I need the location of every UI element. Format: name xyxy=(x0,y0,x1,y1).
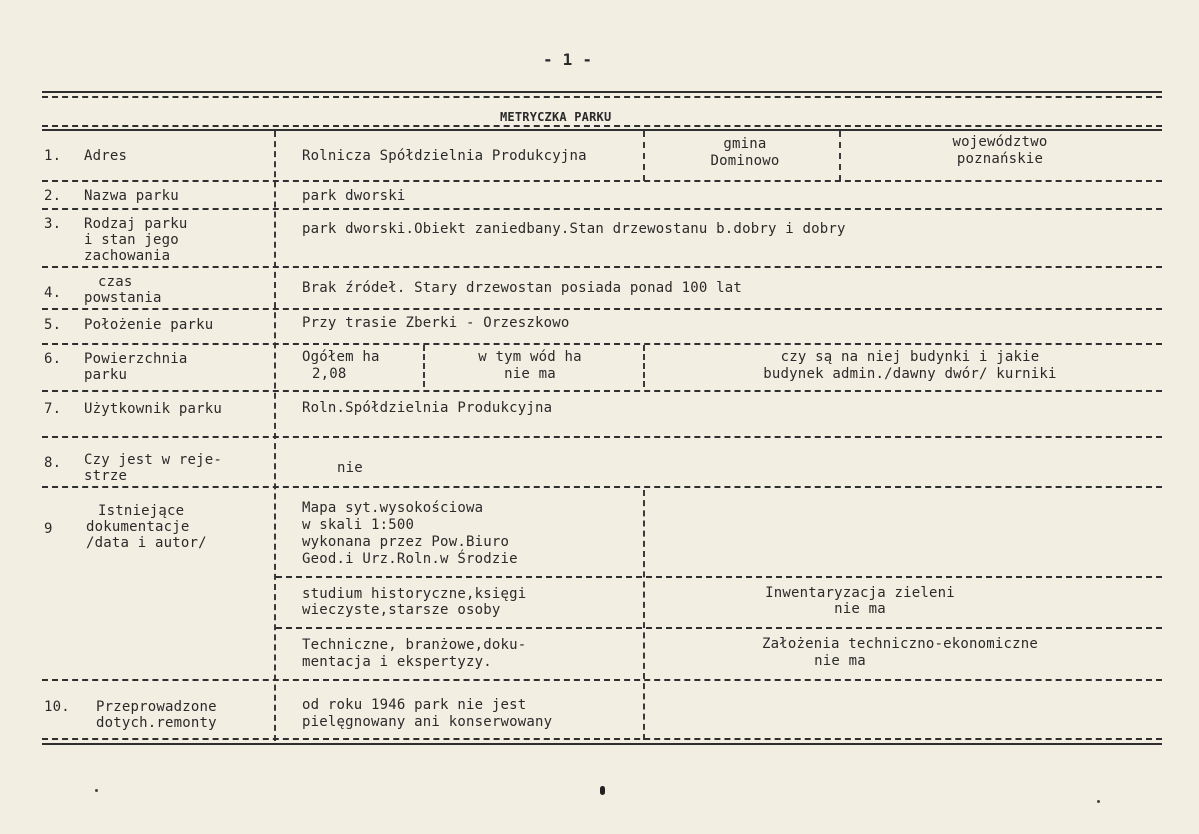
row8-num: 8. xyxy=(44,455,62,471)
gmina-value: Dominowo xyxy=(710,153,780,169)
row9-num: 9 xyxy=(44,521,53,537)
row8-value: nie xyxy=(337,460,363,476)
col-divider-gmina xyxy=(643,131,645,181)
row9-map-4: Geod.i Urz.Roln.w Środzie xyxy=(302,551,518,567)
row10-value-2: pielęgnowany ani konserwowany xyxy=(302,714,553,730)
row6-total-label: Ogółem ha xyxy=(302,349,380,365)
row1-label: Adres xyxy=(84,148,128,164)
row-sep xyxy=(42,486,1162,488)
row-sep xyxy=(42,436,1162,438)
row8-label-1: Czy jest w reje- xyxy=(84,452,223,468)
row9-label-1: Istniejące xyxy=(98,503,185,519)
row5-label: Położenie parku xyxy=(84,317,214,333)
row3-label-1: Rodzaj parku xyxy=(84,216,188,232)
row6-buildings-label: czy są na niej budynki i jakie xyxy=(780,349,1040,365)
bottom-rule xyxy=(42,743,1162,745)
col-divider-woj xyxy=(839,131,841,181)
row6-label-1: Powierzchnia xyxy=(84,351,188,367)
title-rule-solid xyxy=(42,129,1162,131)
row-sep xyxy=(42,308,1162,310)
row6-water-label: w tym wód ha xyxy=(478,349,582,365)
row6-total-value: 2,08 xyxy=(312,366,347,382)
row3-label-3: zachowania xyxy=(84,248,171,264)
row6-label-2: parku xyxy=(84,367,128,383)
col-divider-docs xyxy=(643,490,645,740)
col-divider-water xyxy=(423,345,425,387)
row6-buildings-value: budynek admin./dawny dwór/ kurniki xyxy=(763,366,1057,382)
row8-label-2: strze xyxy=(84,468,128,484)
woj-value: poznańskie xyxy=(956,151,1044,167)
ink-speck xyxy=(95,789,98,792)
row-sep xyxy=(42,343,1162,345)
row9-map-2: w skali 1:500 xyxy=(302,517,415,533)
bottom-rule-dashed xyxy=(42,738,1162,740)
row-sep xyxy=(42,266,1162,268)
row7-label: Użytkownik parku xyxy=(84,401,223,417)
document-title: METRYCZKA PARKU xyxy=(500,110,612,124)
row4-num: 4. xyxy=(44,285,62,301)
row9-inventory-2: nie ma xyxy=(834,601,886,617)
row9-label-2: dokumentacje xyxy=(86,519,190,535)
row-sep xyxy=(42,679,1162,681)
top-rule xyxy=(42,91,1162,93)
row9-map-3: wykonana przez Pow.Biuro xyxy=(302,534,510,550)
row6-num: 6. xyxy=(44,351,62,367)
row2-value: park dworski xyxy=(302,188,406,204)
row9-tech-1: Techniczne, branżowe,doku- xyxy=(302,637,527,653)
row10-value-1: od roku 1946 park nie jest xyxy=(302,697,527,713)
title-rule xyxy=(42,125,1162,127)
row4-value: Brak źródeł. Stary drzewostan posiada ponad 100 lat xyxy=(302,280,743,296)
row1-num: 1. xyxy=(44,148,62,164)
row-sep xyxy=(42,180,1162,182)
page-number: - 1 - xyxy=(543,50,593,69)
row9-inventory-1: Inwentaryzacja zieleni xyxy=(765,585,955,601)
row9-sep-2 xyxy=(276,627,1162,629)
row3-label-2: i stan jego xyxy=(84,232,179,248)
row9-hist-2: wieczyste,starsze osoby xyxy=(302,602,501,618)
row9-hist-1: studium historyczne,księgi xyxy=(302,586,527,602)
row9-econ-2: nie ma xyxy=(814,653,866,669)
row3-num: 3. xyxy=(44,216,62,232)
row9-label-3: /data i autor/ xyxy=(86,535,207,551)
row6-water-value: nie ma xyxy=(504,366,556,382)
row2-label: Nazwa parku xyxy=(84,188,179,204)
row7-num: 7. xyxy=(44,401,62,417)
row9-econ-1: Założenia techniczno-ekonomiczne xyxy=(761,636,1039,652)
row9-map-1: Mapa syt.wysokościowa xyxy=(302,500,484,516)
row2-num: 2. xyxy=(44,188,62,204)
row4-label-2: powstania xyxy=(84,290,162,306)
row10-label-1: Przeprowadzone xyxy=(96,699,217,715)
row1-value: Rolnicza Spółdzielnia Produkcyjna xyxy=(302,148,587,164)
row10-num: 10. xyxy=(44,699,70,715)
row4-label-1: czas xyxy=(98,274,133,290)
row-sep xyxy=(42,208,1162,210)
top-rule-dashed xyxy=(42,96,1162,98)
woj-label: województwo xyxy=(952,134,1048,150)
row-sep xyxy=(42,390,1162,392)
ink-speck xyxy=(1097,800,1100,803)
row3-value: park dworski.Obiekt zaniedbany.Stan drzewostanu b.dobry i dobry xyxy=(302,221,846,237)
row7-value: Roln.Spółdzielnia Produkcyjna xyxy=(302,400,553,416)
row5-num: 5. xyxy=(44,317,62,333)
gmina-label: gmina xyxy=(723,136,767,152)
row5-value: Przy trasie Zberki - Orzeszkowo xyxy=(302,315,570,331)
row9-tech-2: mentacja i ekspertyzy. xyxy=(302,654,492,670)
row9-sep-1 xyxy=(276,576,1162,578)
ink-speck xyxy=(600,786,605,795)
row10-label-2: dotych.remonty xyxy=(96,715,217,731)
col-divider-buildings xyxy=(643,345,645,387)
